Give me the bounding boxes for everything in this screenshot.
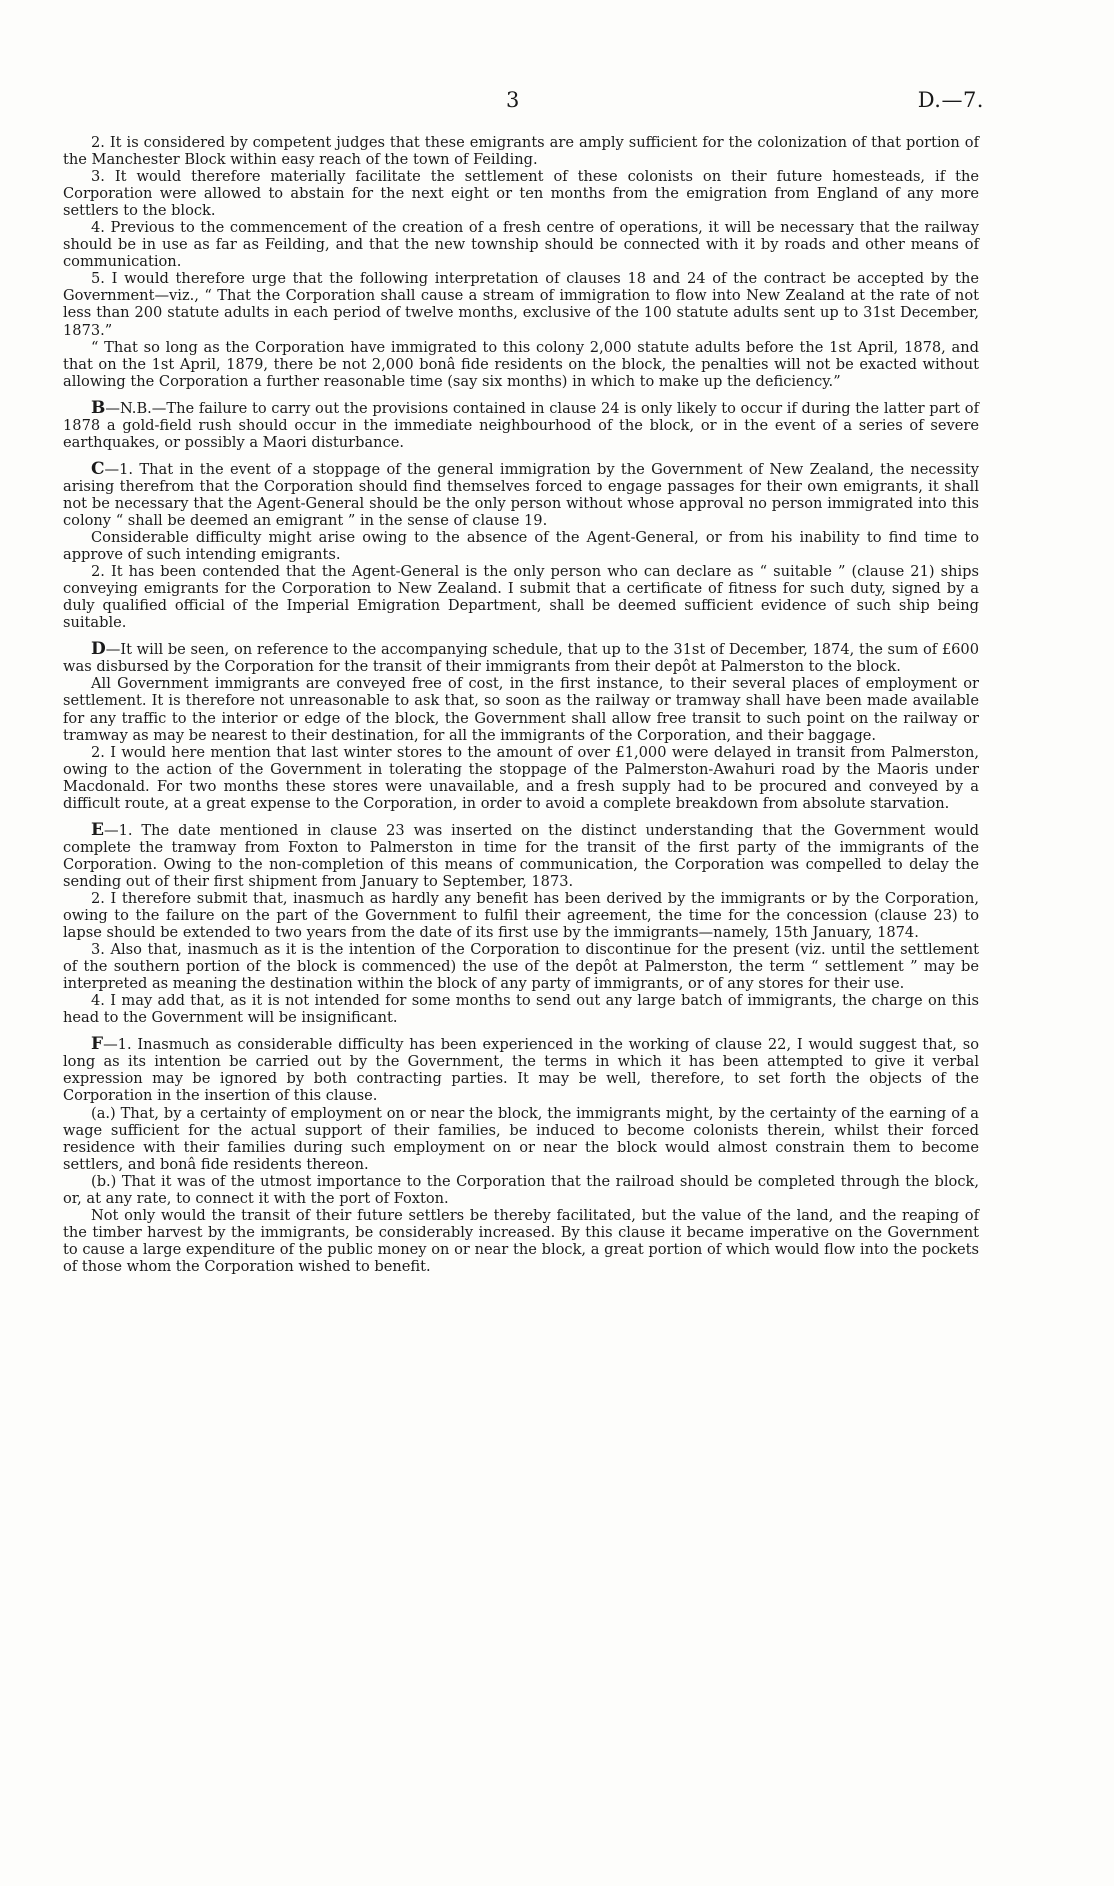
paragraph-text: 4. I may add that, as it is not intended for some months to send out any large batch of immigrants, the charge on this head to the Government will be insignificant. [63,992,979,1027]
page-number: 3 [506,88,520,112]
section-e [63,819,979,890]
paragraph-text: 4. Previous to the commencement of the creation of a fresh centre of operations, it will be necessary that the railway should be in use as far as Feilding, and that the new township should be connected with it by roads and other means of communication. [63,219,979,271]
paragraph-a4 [63,219,979,270]
paragraph-a3 [63,168,979,219]
paragraph-e2 [63,890,979,941]
section-b [63,397,979,451]
paragraph-c-difficulty [63,529,979,563]
paragraph-text: 2. I would here mention that last winter stores to the amount of over £1,000 were delayed in transit from Palmerston, owing to the action of the Government in tolerating the stoppage of the Palmerston-Awahuri road by the Maoris under Macdonald. For two months these stores were unavailable, and a fresh supply had to be procured and conveyed by a difficult route, at a great expense to the Corporation, in order to avoid a complete breakdown from absolute starvation. [63,743,979,812]
paragraph-text: 5. I would therefore urge that the following interpretation of clauses 18 and 24 of the contract be accepted by the Government—viz., “ That the Corporation shall cause a stream of immigration to flow into New Zealand at the rate of not less than 200 statute adults in each period of twelve months, exclusive of the 100 statute adults sent up to 31st December, 1873.” [63,270,979,339]
section-letter: C [91,458,105,479]
paragraph-f-closing [63,1207,979,1275]
paragraph-a-quote [63,339,979,390]
paragraph-text: (a.) That, by a certainty of employment on or near the block, the immigrants might, by the certainty of the earning of a wage sufficient for the actual support of their families, be induced to become colonists therein, whilst their forced residence with their families during such employment on or near the block would almost constrain them to become settlers, and bonâ fide residents thereon. [63,1104,979,1173]
paragraph-f-a [63,1105,979,1173]
paragraph-text: 3. It would therefore materially facilitate the settlement of these colonists on their future homesteads, if the Corporation were allowed to abstain for the next eight or ten months from the emigration from England of any more settlers to the block. [63,168,979,220]
section-f [63,1036,979,1104]
section-letter: B [91,397,106,418]
paragraph-e4 [63,992,979,1026]
paragraph-text: All Government immigrants are conveyed free of cost, in the first instance, to their several places of employment or settlement. It is therefore not unreasonable to ask that, so soon as the railway or tramway shall have been made available for any traffic to the interior or edge of the block, the Government shall allow free transit to such point on the railway or tramway as may be nearest to their destination, for all the immigrants of the Corporation, and their baggage. [63,675,979,744]
paragraph-text: 2. I therefore submit that, inasmuch as hardly any benefit has been derived by the immigrants or by the Corporation, owing to the failure on the part of the Government to fulfil their agreement, the time for the concession (clause 23) to lapse should be extended to two years from the date of its first use by the immigrants—namely, 15th January, 1874. [63,889,979,942]
paragraph-text: —1. Inasmuch as considerable difficulty has been experienced in the working of clause 22, I would suggest that, so long as its intention be carried out by the Government, the terms in which it has been attempted to give it verbal expression may be ignored by both contracting parties. It may be well, therefore, to set forth the objects of the Corporation in the insertion of this clause. [63,1036,979,1105]
paragraph-c2 [63,563,979,631]
paragraph-text: —It will be seen, on reference to the accompanying schedule, that up to the 31st of December, 1874, the sum of £600 was disbursed by the Corporation for the transit of their immigrants from their depôt at Palmerston to the block. [63,641,979,676]
paragraph-text: “ That so long as the Corporation have immigrated to this colony 2,000 statute adults before the 1st April, 1878, and that on the 1st April, 1879, there be not 2,000 bonâ fide residents on the block, the penalties will not be exacted without allowing the Corporation a further reasonable time (say six months) in which to make up the deficiency.” [63,338,979,390]
paragraph-text: (b.) That it was of the utmost importance to the Corporation that the railroad should be completed through the block, or, at any rate, to connect it with the port of Foxton. [63,1172,979,1207]
paragraph-text: 2. It is considered by competent judges that these emigrants are amply sufficient for the colonization of that portion of the Manchester Block within easy reach of the town of Feilding. [63,134,979,169]
page-header [0,88,1114,118]
paragraph-text: —1. That in the event of a stoppage of the general immigration by the Government of New Zealand, the necessity arising therefrom that the Corporation should find themselves forced to engage passages for their own emigrants, it shall not be necessary that the Agent-General should be the only person without whose approval no person immigrated into this colony “ shall be deemed an emigrant ” in the sense of clause 19. [63,460,979,529]
section-letter: D [91,639,106,660]
paragraph-f-b [63,1173,979,1207]
paragraph-d2 [63,744,979,812]
paragraph-a2 [63,134,979,168]
paragraph-d-government [63,675,979,743]
section-letter: E [91,819,104,840]
paragraph-text: 2. It has been contended that the Agent-General is the only person who can declare as “ suitable ” (clause 21) ships conveying emigrants for the Corporation to New Zealand. I submit that a certificate of fitness for such duty, signed by a duly qualified official of the Imperial Emigration Department, shall be deemed sufficient evidence of such ship being suitable. [63,563,979,632]
section-c [63,458,979,529]
document-reference: D.—7. [917,88,984,112]
paragraph-text: Not only would the transit of their future settlers be thereby facilitated, but the value of the land, and the reaping of the timber harvest by the immigrants, be considerably increased. By this clause it became imperative on the Government to cause a large expenditure of the public money on or near the block, a great portion of which would flow into the pockets of those whom the Corporation wished to benefit. [63,1206,979,1275]
paragraph-text: 3. Also that, inasmuch as it is the intention of the Corporation to discontinue for the present (viz. until the settlement of the southern portion of the block is commenced) the use of the depôt at Palmerston, the term “ settlement ” may be interpreted as meaning the destination within the block of any party of immigrants, or of any stores for their use. [63,941,979,993]
paragraph-a5 [63,270,979,338]
paragraph-e3 [63,941,979,992]
body-text [63,134,979,1275]
paragraph-text: Considerable difficulty might arise owing to the absence of the Agent-General, or from his inability to find time to approve of such intending emigrants. [63,529,979,564]
section-letter: F [91,1034,104,1055]
paragraph-text: —1. The date mentioned in clause 23 was inserted on the distinct understanding that the Government would complete the tramway from Foxton to Palmerston in time for the transit of the first party of the immigrants of the Corporation. Owing to the non-completion of this means of communication, the Corporation was compelled to delay the sending out of their first shipment from January to September, 1873. [63,821,979,890]
paragraph-text: —N.B.—The failure to carry out the provisions contained in clause 24 is only likely to occur if during the latter part of 1878 a gold-field rush should occur in the immediate neighbourhood of the block, or in the event of a series of severe earthquakes, or possibly a Maori disturbance. [63,399,979,451]
section-d [63,641,979,675]
